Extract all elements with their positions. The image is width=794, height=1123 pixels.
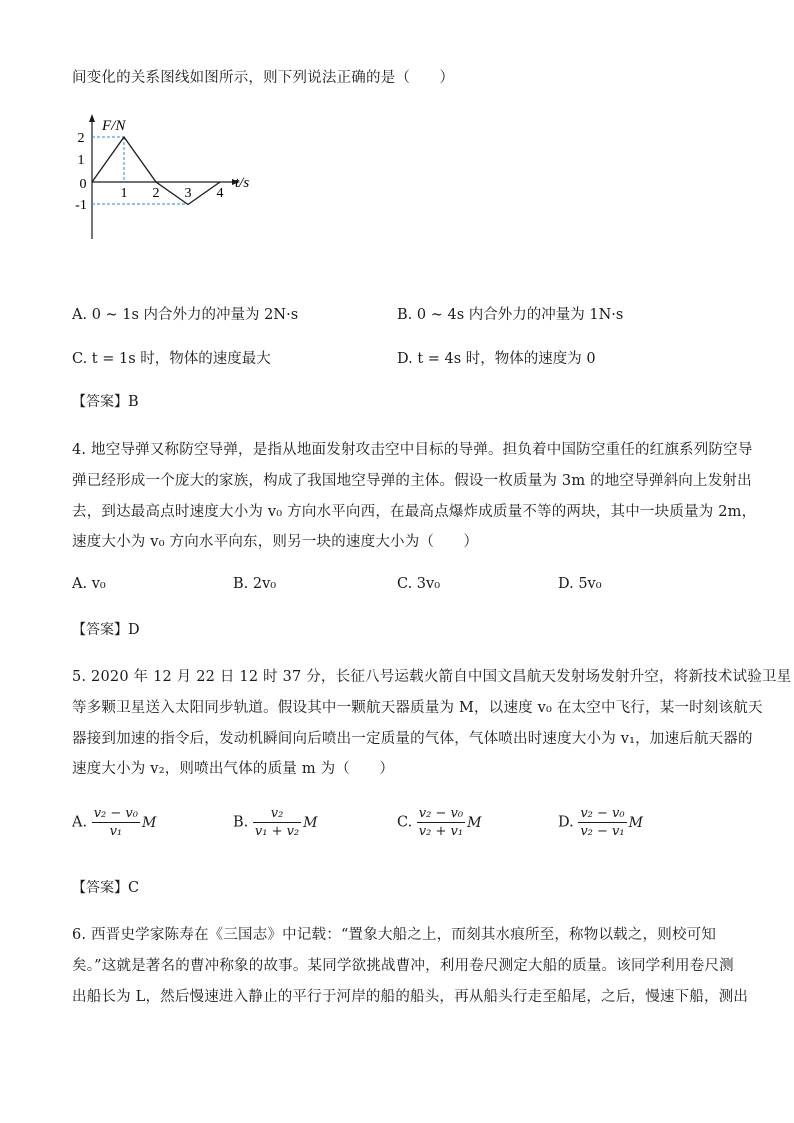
q6-line-2: 矣。”这就是著名的曹冲称象的故事。某同学欲挑战曹冲，利用卷尺测定大船的质量。该同学利用卷尺测 (72, 958, 734, 974)
q5-option-d (558, 806, 643, 839)
numerator: v₂ (253, 806, 301, 823)
numerator: v₂ − v₀ (93, 806, 138, 821)
q4-option-a: A. v₀ (72, 576, 106, 592)
y-tick-0: 0 (79, 177, 87, 192)
x-tick-4: 4 (216, 186, 224, 201)
numerator: v₂ − v₀ (418, 806, 464, 821)
q5-line-2: 等多颗卫星送入太阳同步轨道。假设其中一颗航天器质量为 M，以速度 v₀ 在太空中飞行，某一时刻该航天 (72, 700, 763, 716)
option-letter: B. (233, 814, 249, 831)
answer-tag: 【答案】 (72, 622, 128, 638)
q4-option-c: C. 3v₀ (397, 576, 441, 592)
answer-value: B (128, 394, 139, 410)
q3-option-a: A. 0 ~ 1s 内合外力的冲量为 2N·s (72, 307, 299, 323)
x-tick-2: 2 (152, 186, 160, 201)
option-letter: D. (558, 814, 574, 831)
fraction (417, 806, 465, 839)
fraction (578, 806, 626, 839)
y-axis-label: F/N (102, 118, 126, 134)
fraction (92, 806, 140, 839)
mass-symbol: M (467, 814, 482, 831)
option-letter: A. (72, 814, 88, 831)
q3-option-b: B. 0 ~ 4s 内合外力的冲量为 1N·s (397, 307, 624, 323)
y-tick-minus-1: -1 (75, 198, 87, 213)
q4-option-b: B. 2v₀ (233, 576, 277, 592)
mass-symbol: M (303, 814, 318, 831)
q4-line-3: 去，到达最高点时速度大小为 v₀ 方向水平向西，在最高点爆炸成质量不等的两块，其中一块质量为 2m， (72, 504, 757, 520)
denominator: v₁ + v₂ (254, 824, 300, 839)
q5-option-a (72, 806, 156, 839)
force-time-graph (70, 110, 270, 250)
q5-option-b (233, 806, 318, 839)
option-letter: C. (397, 814, 413, 831)
y-axis-arrow (89, 114, 95, 122)
q5-answer-row (72, 877, 139, 897)
q4-answer-row (72, 619, 140, 639)
answer-tag: 【答案】 (72, 394, 128, 410)
fraction (253, 806, 301, 839)
q5-line-1: 5. 2020 年 12 月 22 日 12 时 37 分，长征八号运载火箭自中国文昌航天发射场发射升空，将新技术试验卫星 (72, 669, 792, 685)
denominator: v₂ − v₁ (580, 824, 625, 839)
q5-line-4: 速度大小为 v₂，则喷出气体的质量 m 为（ ） (72, 761, 395, 777)
x-tick-3: 3 (184, 186, 192, 201)
q5-option-c (397, 806, 481, 839)
q4-line-2: 弹已经形成一个庞大的家族，构成了我国地空导弹的主体。假设一枚质量为 3m 的地空导弹斜向上发射出 (72, 473, 752, 489)
mass-symbol: M (628, 814, 643, 831)
x-axis-label: t/s (235, 175, 250, 191)
q4-line-4: 速度大小为 v₀ 方向水平向东，则另一块的速度大小为（ ） (72, 534, 479, 550)
q3-stem: 间变化的关系图线如图所示，则下列说法正确的是（ ） (72, 70, 455, 86)
answer-value: C (128, 880, 140, 896)
q4-line-1: 4. 地空导弹又称防空导弹，是指从地面发射攻击空中目标的导弹。担负着中国防空重任的红旗系列防空导 (72, 442, 753, 458)
q6-line-1: 6. 西晋史学家陈寿在《三国志》中记载：“置象大船之上，而刻其水痕所至，称物以载之，则校可知 (72, 927, 717, 943)
q3-option-d: D. t = 4s 时，物体的速度为 0 (397, 351, 596, 367)
denominator: v₂ + v₁ (418, 824, 464, 839)
q3-answer-row (72, 391, 139, 411)
q3-option-c: C. t = 1s 时，物体的速度最大 (72, 351, 271, 367)
y-tick-1: 1 (77, 153, 85, 168)
denominator: v₁ (109, 824, 123, 839)
q4-option-d: D. 5v₀ (558, 576, 602, 592)
numerator: v₂ − v₀ (580, 806, 625, 821)
mass-symbol: M (141, 814, 157, 831)
x-tick-1: 1 (120, 186, 128, 201)
q6-line-3: 出船长为 L，然后慢速进入静止的平行于河岸的船的船头，再从船头行走至船尾，之后，慢速下船，测出 (72, 989, 749, 1005)
q5-line-3: 器接到加速的指令后，发动机瞬间向后喷出一定质量的气体，气体喷出时速度大小为 v₁，加速后航天器的 (72, 731, 753, 747)
answer-value: D (128, 622, 140, 638)
y-tick-2: 2 (77, 131, 85, 146)
answer-tag: 【答案】 (72, 880, 128, 896)
